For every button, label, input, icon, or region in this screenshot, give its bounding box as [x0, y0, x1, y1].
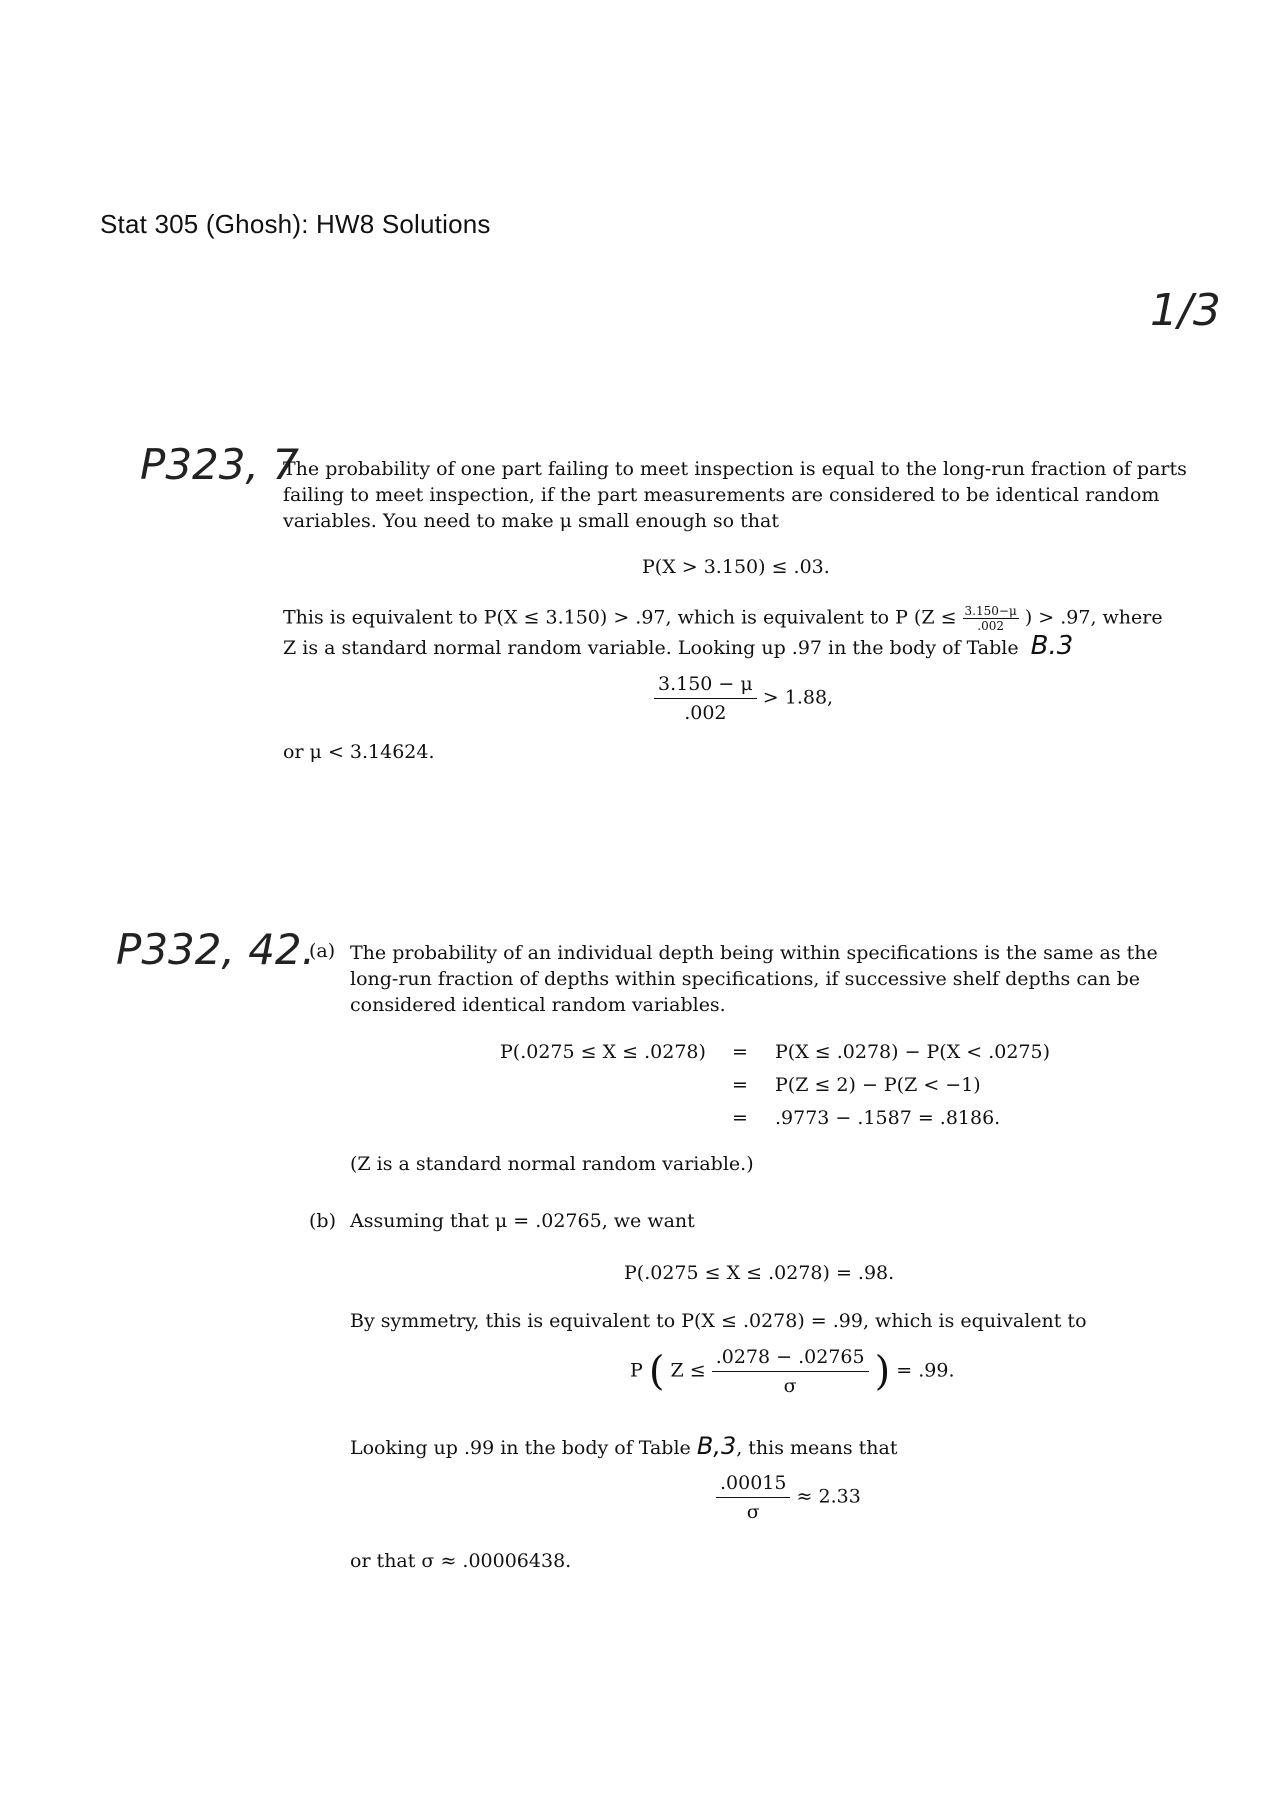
table-reference-handwritten: B.3 [1030, 631, 1074, 661]
problem-label: P323, 7 [140, 440, 299, 489]
part-a-note: (Z is a standard normal random variable.) [350, 1153, 754, 1175]
inline-fraction-denominator: .002 [977, 619, 1005, 633]
part-b-result: or that σ ≈ .00006438. [350, 1550, 572, 1572]
inequality-equation: P(X > 3.150) ≤ .03. [642, 556, 830, 578]
part-b-lookup-text [350, 1432, 898, 1460]
problem1-result: or μ < 3.14624. [283, 741, 435, 763]
part-b-symmetry-text: By symmetry, this is equivalent to P(X ≤ .0278) = .99, which is equivalent to [350, 1310, 1087, 1332]
table-reference-handwritten: B,3 [696, 1432, 737, 1460]
aligned-equations [500, 1036, 1060, 1136]
equation-rhs: P(Z ≤ 2) − P(Z < −1) [775, 1074, 981, 1096]
inline-fraction [963, 605, 1019, 632]
standardized-fraction-denominator: σ [783, 1375, 797, 1397]
inline-fraction-numerator: 3.150−μ [964, 604, 1017, 618]
z-fraction-denominator: .002 [684, 702, 727, 724]
standardized-fraction [712, 1346, 869, 1397]
part-marker: (a) [309, 940, 336, 962]
z-fraction-numerator: 3.150 − μ [654, 673, 757, 699]
equivalence-text-line2 [283, 631, 1073, 661]
equivalence-text-line2-body: Z is a standard normal random variable. Looking up .97 in the body of Table [283, 637, 1019, 659]
lookup-text-part1: Looking up .99 in the body of Table [350, 1437, 691, 1459]
part-b-standardized-equation [630, 1346, 955, 1397]
right-paren: ) [874, 1348, 891, 1395]
part-b-target-equation: P(.0275 ≤ X ≤ .0278) = .98. [624, 1262, 895, 1284]
part-marker: (b) [309, 1210, 336, 1232]
problem-label: P332, 42. [116, 925, 315, 974]
z-fraction [654, 673, 757, 724]
equivalence-text-line1 [283, 605, 1163, 632]
equation-lhs: P(.0275 ≤ X ≤ .0278) [500, 1041, 706, 1063]
equation-operator: = [732, 1041, 748, 1063]
z-inequality-rhs: > 1.88, [762, 686, 834, 709]
open-paren: (Z ≤ [913, 606, 957, 629]
probability-symbol: P [630, 1359, 643, 1382]
page-number-handwritten: 1/3 [1150, 285, 1221, 336]
left-paren: ( [648, 1348, 665, 1395]
document-title: Stat 305 (Ghosh): HW8 Solutions [100, 209, 491, 239]
approx-fraction-denominator: σ [746, 1501, 760, 1523]
equation-rhs: .9773 − .1587 = .8186. [775, 1107, 1001, 1129]
standardized-rhs: = .99. [896, 1359, 955, 1382]
standardized-fraction-numerator: .0278 − .02765 [712, 1346, 869, 1372]
equivalence-text-part2: ) > .97, where [1024, 606, 1163, 629]
lookup-text-part2: , this means that [736, 1437, 898, 1459]
equation-rhs: P(X ≤ .0278) − P(X < .0275) [775, 1041, 1051, 1063]
part-a-text: The probability of an individual depth being within specifications is the same as the long-run fraction of depths within specifications, if successive shelf depths can be considered identical random variables. [350, 942, 1158, 1016]
equation-operator: = [732, 1074, 748, 1096]
part-b-assumption: Assuming that μ = .02765, we want [350, 1210, 695, 1232]
approx-equation [716, 1472, 861, 1523]
approx-fraction [716, 1472, 790, 1523]
problem-intro-text: The probability of one part failing to meet inspection is equal to the long-run fraction of parts failing to meet inspection, if the part measurements are considered to be identical random variables. You need to make μ small enough so that [283, 458, 1187, 532]
approx-fraction-numerator: .00015 [716, 1472, 790, 1498]
equation-operator: = [732, 1107, 748, 1129]
z-le: Z ≤ [670, 1359, 706, 1382]
approx-rhs: ≈ 2.33 [796, 1485, 861, 1508]
equivalence-text-part1: This is equivalent to P(X ≤ 3.150) > .97, which is equivalent to P [283, 606, 908, 629]
z-inequality [654, 673, 833, 724]
